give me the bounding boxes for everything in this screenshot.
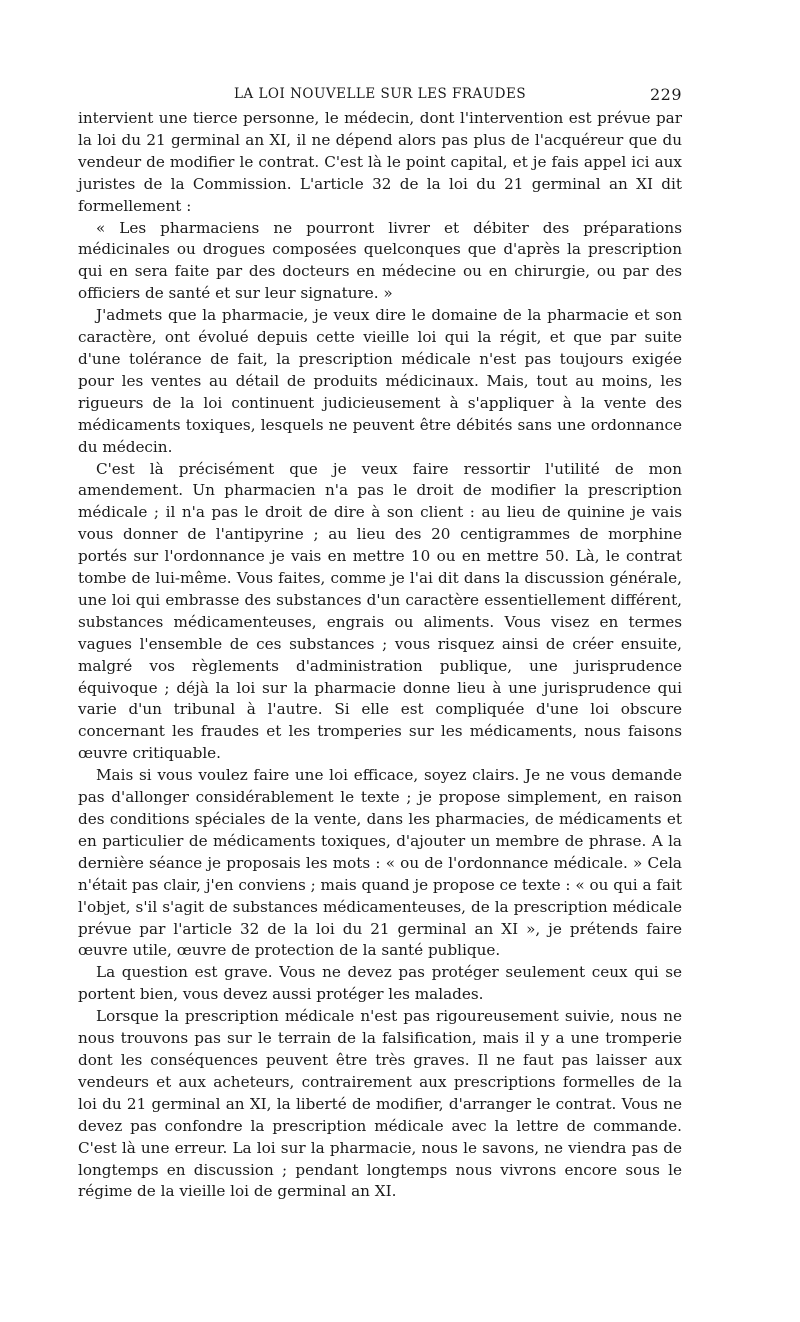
paragraph: J'admets que la pharmacie, je veux dire le domaine de la pharmacie et son caractère, ont évolué depuis cette vieille loi qui la régit, et que par suite d'une tolérance de fait, la prescription médicale n'est pas toujours exigée pour les ventes au détail de produits médicinaux. Mais, tout au moins, les rigueurs de la loi continuent judicieusement à s'appliquer à la vente des médicaments toxiques, lesquels ne peuvent être débités sans une ordonnance du médecin. [78, 306, 682, 456]
body-text [78, 108, 682, 1203]
running-title: LA LOI NOUVELLE SUR LES FRAUDES [233, 86, 527, 102]
page-header [78, 82, 682, 108]
paragraph: La question est grave. Vous ne devez pas protéger seulement ceux qui se portent bien, vous devez aussi protéger les malades. [78, 963, 682, 1004]
paragraph: Mais si vous voulez faire une loi efficace, soyez clairs. Je ne vous demande pas d'allonger considérablement le texte ; je propose simplement, en raison des conditions spéciales de la vente, dans les pharmacies, de médicaments et en particulier de médicaments toxiques, d'ajouter un membre de phrase. A la dernière séance je proposais les mots : « ou de l'ordonnance médicale. » Cela n'était pas clair, j'en conviens ; mais quand je propose ce texte : « ou qui a fait l'objet, s'il s'agit de substances médicamenteuses, de la prescription médicale prévue par l'article 32 de la loi du 21 germinal an XI », je prétends faire œuvre utile, œuvre de protection de la santé publique. [78, 766, 682, 960]
paragraph: Lorsque la prescription médicale n'est pas rigoureusement suivie, nous ne nous trouvons pas sur le terrain de la falsification, mais il y a une tromperie dont les conséquences peuvent être très graves. Il ne faut pas laisser aux vendeurs et aux acheteurs, contrairement aux prescriptions formelles de la loi du 21 germinal an XI, la liberté de modifier, d'arranger le contrat. Vous ne devez pas confondre la prescription médicale avec la lettre de commande. C'est là une erreur. La loi sur la pharmacie, nous le savons, ne viendra pas de longtemps en discussion ; pendant longtemps nous vivrons encore sous le régime de la vieille loi de germinal an XI. [78, 1007, 682, 1201]
paragraph-quotation: « Les pharmaciens ne pourront livrer et débiter des préparations médicinales ou drogues composées quelconques que d'après la prescription qui en sera faite par des docteurs en médecine ou en chirurgie, ou par des officiers de santé et sur leur signature. » [78, 218, 682, 303]
document-page [78, 82, 682, 1203]
paragraph: intervient une tierce personne, le médecin, dont l'intervention est prévue par la loi du 21 germinal an XI, il ne dépend alors pas plus de l'acquéreur que du vendeur de modifier le contrat. C'est là le point capital, et je fais appel ici aux juristes de la Commission. L'article 32 de la loi du 21 germinal an XI dit formellement : [78, 109, 682, 215]
paragraph: C'est là précisément que je veux faire ressortir l'utilité de mon amendement. Un pharmacien n'a pas le droit de modifier la prescription médicale ; il n'a pas le droit de dire à son client : au lieu de quinine je vais vous donner de l'antipyrine ; au lieu des 20 centigrammes de morphine portés sur l'ordonnance je vais en mettre 10 ou en mettre 50. Là, le contrat tombe de lui-même. Vous faites, comme je l'ai dit dans la discussion générale, une loi qui embrasse des substances d'un caractère essentiellement différent, substances médicamenteuses, engrais ou aliments. Vous visez en termes vagues l'ensemble de ces substances ; vous risquez ainsi de créer ensuite, malgré vos règlements d'administration publique, une jurisprudence équivoque ; déjà la loi sur la pharmacie donne lieu à une jurisprudence qui varie d'un tribunal à l'autre. Si elle est compliquée d'une loi obscure concernant les fraudes et les tromperies sur les médicaments, nous faisons œuvre critiquable. [78, 459, 682, 763]
page-number: 229 [649, 85, 682, 104]
